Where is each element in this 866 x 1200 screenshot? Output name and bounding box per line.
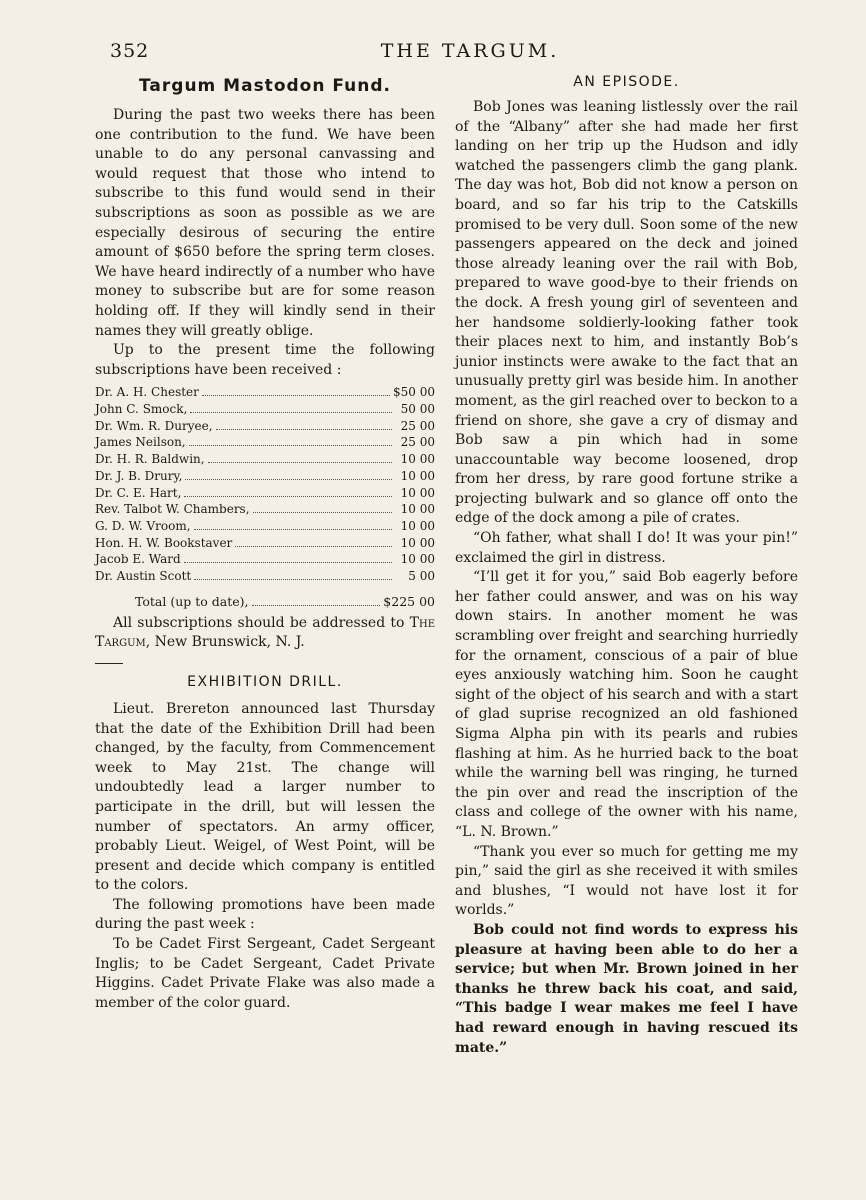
subscriber-name: Jacob E. Ward	[95, 552, 181, 567]
right-column	[455, 74, 798, 1058]
episode-paragraph: Bob could not find words to express his pleasure at having been able to do her a service; but when Mr. Brown joined in her thanks he threw back his coat, and said, “This badge I wear makes me feel I have had reward enough in having rescued its mate.”	[455, 921, 798, 1056]
episode-paragraph: “Thank you ever so much for getting me my pin,” said the girl as she received it with smiles and blushes, “I would not have lost it for worlds.”	[455, 843, 798, 919]
address-name: The Targum	[95, 614, 435, 651]
subscriber-name: Dr. C. E. Hart,	[95, 485, 182, 500]
leader-dots	[194, 579, 392, 580]
subscription-amount: 10 00	[400, 485, 435, 500]
subscription-row	[95, 384, 435, 401]
subscriber-name: Dr. J. B. Drury,	[95, 468, 183, 483]
subscription-row	[95, 551, 435, 568]
fund-address	[95, 614, 435, 653]
leader-dots	[235, 546, 392, 547]
subscription-row	[95, 568, 435, 585]
subscription-total	[135, 593, 435, 611]
total-amount: $225 00	[383, 593, 435, 609]
page-header	[110, 40, 830, 70]
drill-paragraph: Lieut. Brereton announced last Thursday that the date of the Exhibition Drill had been changed, by the faculty, from Commencement week to May 21st. The change will undoubtedly lead a larger number to participate in the drill, but will lessen the number of spectators. An army officer, probably Lieut. Weigel, of West Point, will be present and decide which company is entitled to the colors.	[95, 700, 435, 894]
fund-title: Targum Mastodon Fund.	[139, 76, 391, 96]
total-label: Total (up to date),	[135, 593, 249, 609]
subscription-row	[95, 518, 435, 535]
episode-paragraph: “I’ll get it for you,” said Bob eagerly before her father could answer, and was on his way down stairs. In another moment he was scrambling over freight and searching hurriedly for the ornament, conscious of a pair of blue eyes anxiously watching him. Soon he caught sight of the object of his search and with a start of glad suprise recognized an old fashioned Sigma Alpha pin with its pearls and rubies flashing at him. As he hurried back to the boat while the warning bell was ringing, he turned the pin over and read the inscription of the class and college of the owner with his name, “L. N. Brown.”	[455, 569, 798, 840]
leader-dots	[253, 512, 392, 513]
subscriber-name: James Neilson,	[95, 435, 186, 450]
subscriber-name: G. D. W. Vroom,	[95, 518, 191, 533]
leader-dots	[184, 496, 392, 497]
address-suffix: , New Brunswick, N. J.	[145, 634, 305, 651]
subscription-amount: 10 00	[400, 518, 435, 533]
leader-dots	[194, 529, 392, 530]
leader-dots	[202, 395, 390, 396]
subscriber-name: Dr. A. H. Chester	[95, 385, 199, 400]
subscription-row	[95, 434, 435, 451]
subscriber-name: Dr. Austin Scott	[95, 569, 192, 584]
fund-paragraph-intro: Up to the present time the following subscriptions have been received :	[95, 342, 435, 378]
drill-title: EXHIBITION DRILL.	[187, 673, 343, 690]
subscription-amount: 10 00	[400, 502, 435, 517]
subscriber-name: Hon. H. W. Bookstaver	[95, 535, 233, 550]
drill-paragraph: The following promotions have been made during the past week :	[95, 896, 435, 933]
section-divider	[95, 663, 123, 664]
subscription-amount: 10 00	[400, 552, 435, 567]
subscriber-name: Rev. Talbot W. Chambers,	[95, 502, 250, 517]
subscription-row	[95, 485, 435, 502]
subscription-amount: 25 00	[400, 435, 435, 450]
leader-dots	[190, 412, 392, 413]
drill-paragraph: To be Cadet First Sergeant, Cadet Sergeant Inglis; to be Cadet Sergeant, Cadet Private Higgins. Cadet Private Flake was also made a member of the color guard.	[95, 936, 435, 1011]
subscription-amount: 10 00	[400, 468, 435, 483]
leader-dots	[252, 605, 381, 606]
episode-title: AN EPISODE.	[573, 74, 680, 90]
leader-dots	[185, 479, 392, 480]
leader-dots	[208, 462, 392, 463]
subscriber-name: Dr. H. R. Baldwin,	[95, 452, 205, 467]
address-prefix: All subscriptions should be addressed to	[113, 614, 410, 631]
subscriber-name: Dr. Wm. R. Duryee,	[95, 418, 213, 433]
subscription-amount: 10 00	[400, 452, 435, 467]
left-column	[95, 74, 435, 1013]
subscription-row	[95, 535, 435, 552]
subscription-amount: 50 00	[400, 402, 435, 417]
subscription-amount: $50 00	[393, 385, 435, 400]
subscription-amount: 25 00	[400, 418, 435, 433]
subscription-list	[95, 384, 435, 584]
leader-dots	[216, 429, 392, 430]
episode-paragraph: “Oh father, what shall I do! It was your pin!” exclaimed the girl in distress.	[455, 530, 798, 566]
fund-paragraph: During the past two weeks there has been one contribution to the fund. We have been unable to do any personal canvassing and would request that those who intend to subscribe to this fund would send in their subscriptions as soon as possible as we are especially desirous of securing the entire amount of $650 before the spring term closes. We have heard indirectly of a number who have money to subscribe but are for some reason holding off. If they will kindly send in their names they will greatly oblige.	[95, 107, 435, 339]
running-title: THE TARGUM.	[380, 40, 560, 62]
leader-dots	[184, 562, 392, 563]
episode-paragraph: Bob Jones was leaning listlessly over the rail of the “Albany” after she had made her first landing on her trip up the Hudson and idly watched the passengers climb the gang plank. The day was hot, Bob did not know a person on board, and so far his trip to the Catskills promised to be very dull. Soon some of the new passengers appeared on the deck and joined those already leaning over the rail with Bob, prepared to wave good-bye to their friends on the dock. A fresh young girl of seventeen and her handsome soldierly-looking father took their places next to him, and instantly Bob’s junior instincts were awake to the fact that an unusually pretty girl was beside him. In another moment, as the girl reached over to beckon to a friend on shore, she gave a cry of dismay and Bob saw a pin which had in some unaccountable way become loosened, drop from her dress, by rare good fortune strike a projecting bulwark and so glance off onto the edge of the dock among a pile of crates.	[455, 99, 798, 527]
subscription-row	[95, 401, 435, 418]
subscription-row	[95, 418, 435, 435]
subscription-amount: 5 00	[408, 569, 435, 584]
page-number: 352	[110, 40, 150, 62]
subscription-row	[95, 501, 435, 518]
subscription-amount: 10 00	[400, 535, 435, 550]
subscriber-name: John C. Smock,	[95, 402, 188, 417]
subscription-row	[95, 468, 435, 485]
leader-dots	[189, 445, 392, 446]
subscription-row	[95, 451, 435, 468]
